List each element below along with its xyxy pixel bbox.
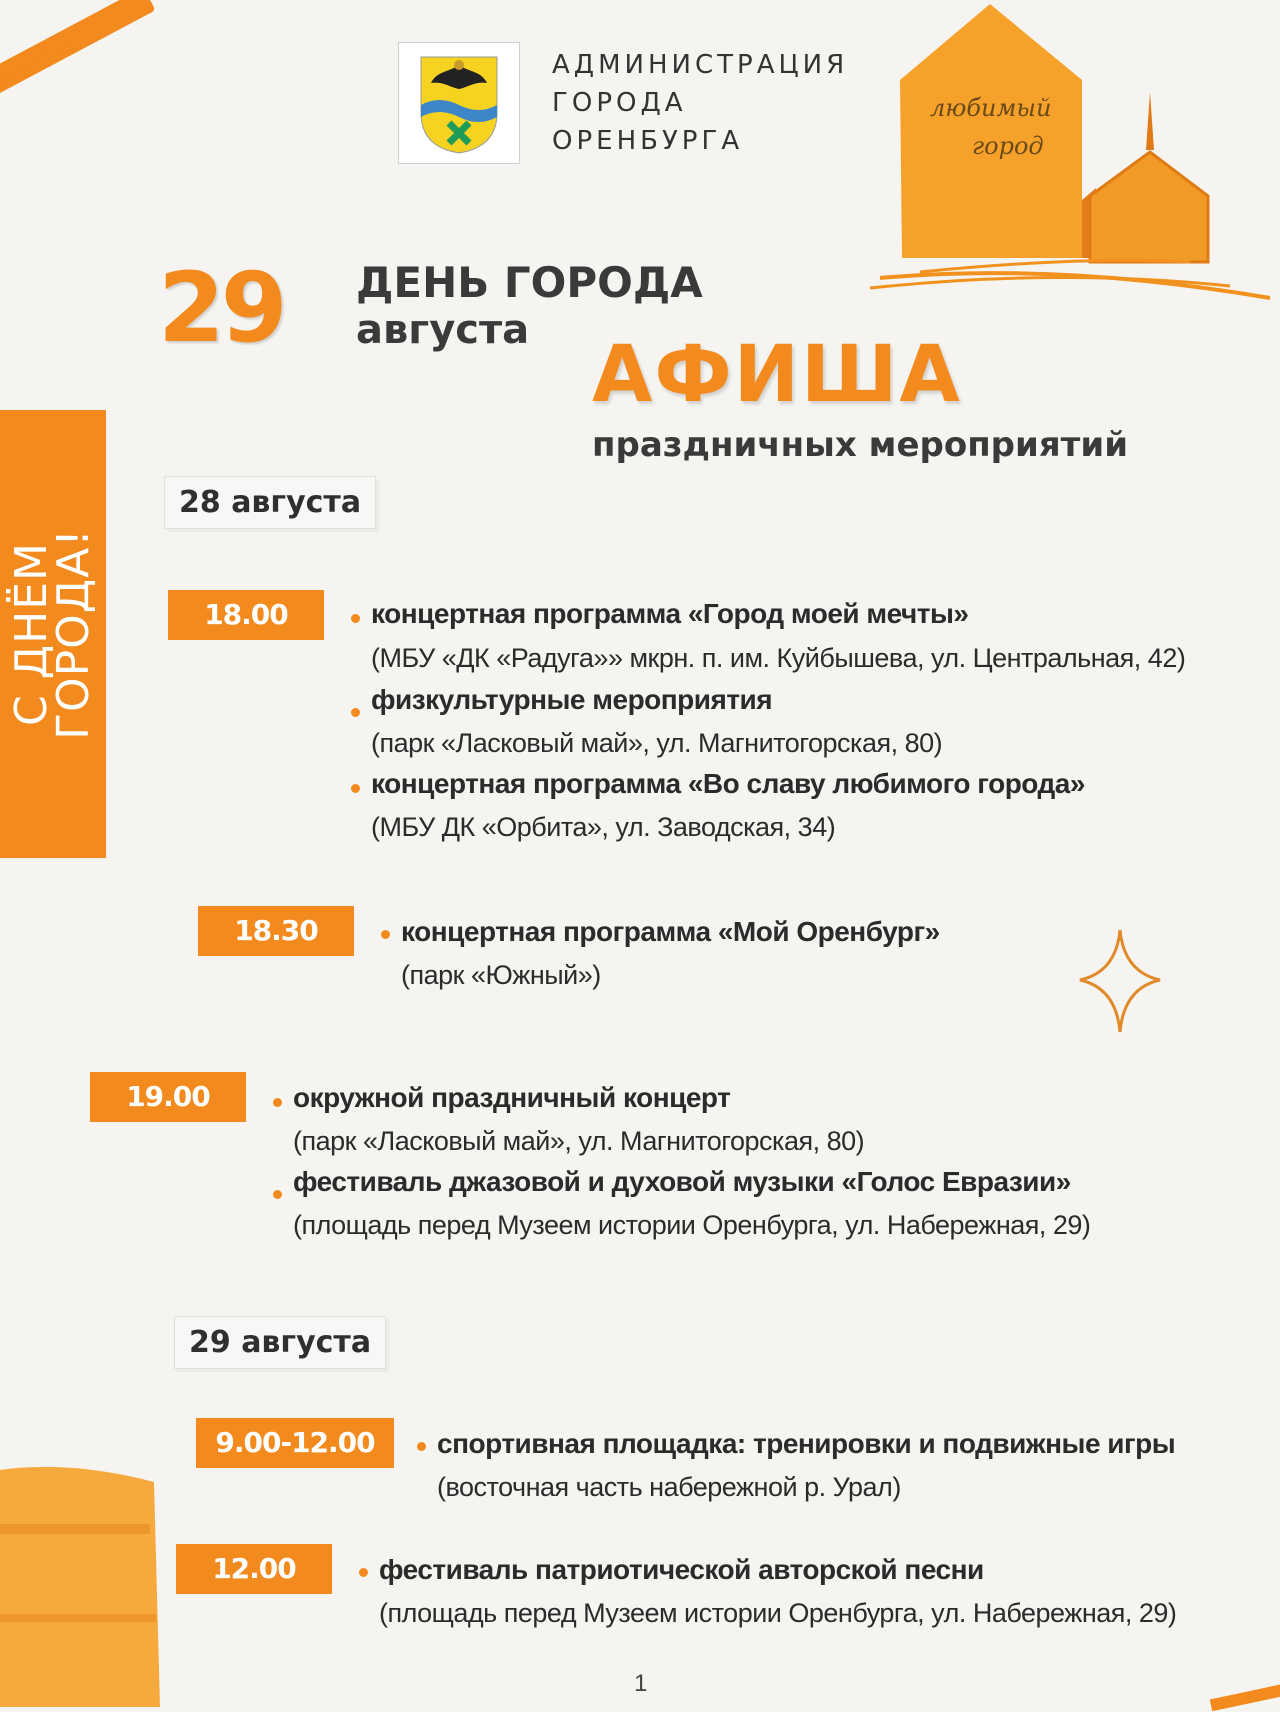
org-name-line-3: ОРЕНБУРГА: [552, 126, 744, 156]
event-bullet: [381, 930, 390, 939]
date-label-aug-28: 28 августа: [164, 476, 376, 529]
side-banner: [0, 410, 106, 858]
time-badge-19-00: 19.00: [90, 1072, 246, 1122]
side-banner-line-2: ГОРОДА!: [48, 528, 99, 740]
event-bullet: [351, 614, 360, 623]
time-badge-18-30: 18.30: [198, 906, 354, 956]
event-place: (МБУ «ДК «Радуга»» мкрн. п. им. Куйбышева, ул. Центральная, 42): [371, 643, 1186, 673]
event-place: (МБУ ДК «Орбита», ул. Заводская, 34): [371, 812, 836, 842]
org-name-line-1: АДМИНИСТРАЦИЯ: [552, 50, 849, 80]
side-banner-line-1: С ДНЁМ: [6, 542, 58, 726]
event-bullet: [273, 1098, 282, 1107]
event-place: (парк «Ласковый май», ул. Магнитогорская, 80): [371, 728, 943, 758]
event-place: (парк «Ласковый май», ул. Магнитогорская, 80): [293, 1126, 865, 1156]
tower-illustration-icon: [0, 1464, 170, 1707]
house-illustration-icon: [860, 0, 1280, 310]
house-text-1: любимый: [930, 94, 1052, 122]
event-bullet: [351, 784, 360, 793]
afisha-title: АФИША: [592, 330, 962, 420]
date-label-aug-29: 29 августа: [174, 1316, 386, 1369]
org-name-line-2: ГОРОДА: [552, 88, 687, 118]
event-title: фестиваль джазовой и духовой музыки «Голос Евразии»: [293, 1166, 1071, 1197]
side-banner-text: [6, 528, 99, 740]
event-place: (площадь перед Музеем истории Оренбурга, ул. Набережная, 29): [293, 1210, 1091, 1240]
day-number: 29: [158, 252, 284, 364]
event-bullet: [417, 1442, 426, 1451]
city-coat-of-arms-icon: [398, 42, 520, 164]
event-title: спортивная площадка: тренировки и подвижные игры: [437, 1428, 1176, 1459]
decor-brush-top-left: [0, 0, 156, 95]
event-title: окружной праздничный концерт: [293, 1082, 731, 1113]
house-text-2: город: [972, 132, 1044, 160]
event-bullet: [351, 708, 360, 717]
day-month: августа: [356, 307, 530, 353]
sparkle-star-icon: [1078, 928, 1162, 1034]
time-badge-18-00: 18.00: [168, 590, 324, 640]
event-place: (парк «Южный»): [401, 960, 601, 990]
event-bullet: [273, 1190, 282, 1199]
event-place: (восточная часть набережной р. Урал): [437, 1472, 901, 1502]
event-title: концертная программа «Во славу любимого города»: [371, 768, 1085, 799]
event-title: концертная программа «Город моей мечты»: [371, 598, 969, 629]
page-number: 1: [634, 1670, 648, 1697]
event-title: физкультурные мероприятия: [371, 684, 773, 715]
time-badge-12-00: 12.00: [176, 1544, 332, 1594]
afisha-subtitle: праздничных мероприятий: [592, 425, 1129, 465]
event-bullet: [359, 1568, 368, 1577]
event-title: концертная программа «Мой Оренбург»: [401, 916, 940, 947]
day-title: ДЕНЬ ГОРОДА: [356, 258, 703, 307]
time-badge-9-00-12-00: 9.00-12.00: [196, 1418, 394, 1468]
event-title: фестиваль патриотической авторской песни: [379, 1554, 984, 1585]
event-place: (площадь перед Музеем истории Оренбурга, ул. Набережная, 29): [379, 1598, 1177, 1628]
